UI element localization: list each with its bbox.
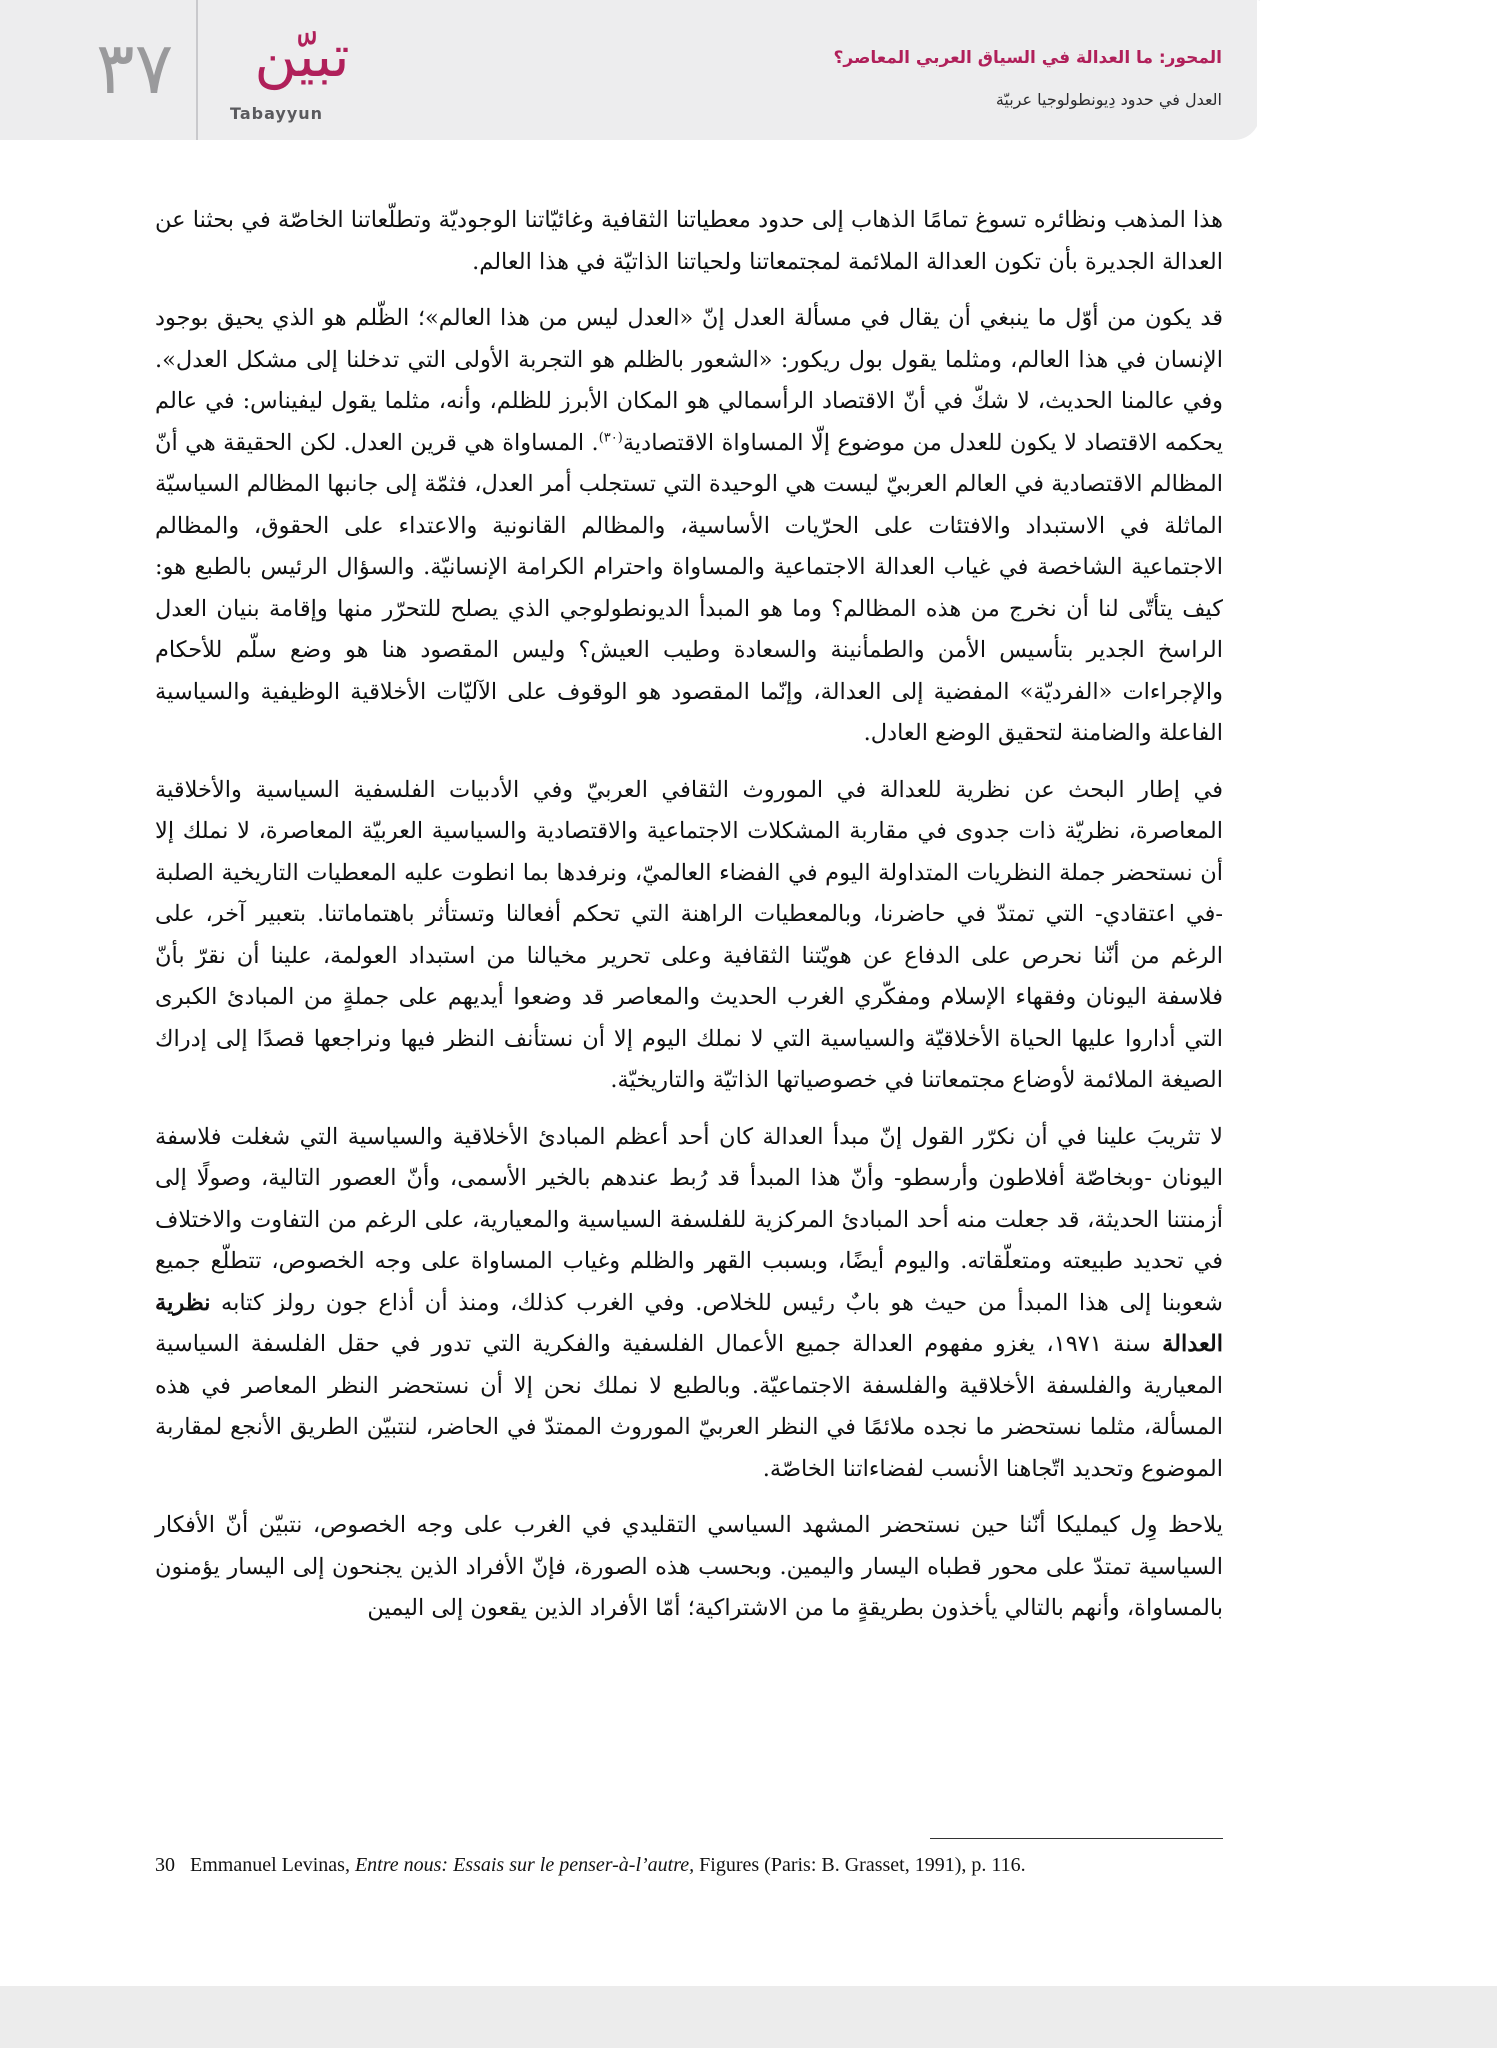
paragraph-2-text: قد يكون من أوّل ما ينبغي أن يقال في مسألة العدل إنّ «العدل ليس من هذا العالم»؛ الظّلم هو الذي يحيق بوجود الإنسان في هذا العالم، ومثلما يقول بول ريكور: «الشعور بالظلم هو التجربة الأولى التي تدخلنا إلى مشكل العدل». وفي عالمنا الحديث، لا شكّ في أنّ الاقتصاد الرأسمالي هو المكان الأبرز للظلم، وأنه، مثلما يقول ليفيناس: في عالم يحكمه الاقتصاد لا يكون للعدل من موضوع إلّا المساواة الاقتصادية — [155, 305, 1223, 456]
footnote-title: Entre nous: Essais sur le penser-à-l’autre, — [354, 1854, 695, 1876]
footnote-number: 30 — [155, 1854, 175, 1876]
footnote-marker: (٣٠) — [598, 430, 623, 445]
article-body — [155, 200, 1223, 1630]
bottom-band — [0, 1986, 1497, 2048]
logo-latin-text: Tabayyun — [230, 104, 324, 123]
paragraph-4-text: لا تثريبَ علينا في أن نكرّر القول إنّ مبدأ العدالة كان أحد أعظم المبادئ الأخلاقية والسياسية التي شغلت فلاسفة اليونان -وبخاصّة أفلاطون وأرسطو- وأنّ هذا المبدأ قد رُبط عندهم بالخير الأسمى، وأنّ العصور التالية، وصولًا إلى أزمنتنا الحديثة، قد جعلت منه أحد المبادئ المركزية للفلسفة السياسية والمعيارية، على الرغم من التفاوت والاختلاف في تحديد طبيعته ومتعلّقاته. واليوم أيضًا، وبسبب القهر والظلم وغياب المساواة على وجه الخصوص، تتطلّع جميع شعوبنا إلى هذا المبدأ من حيث هو بابٌ رئيس للخلاص. وفي الغرب كذلك، ومنذ أن أذاع جون رولز كتابه — [155, 1123, 1223, 1316]
article-title: العدل في حدود دِيونطولوجيا عربيّة — [995, 90, 1222, 109]
paragraph-5: يلاحظ وِل كيمليكا أنّنا حين نستحضر المشهد السياسي التقليدي في الغرب على وجه الخصوص، نتبيّن أنّ الأفكار السياسية تمتدّ على محور قطباه اليسار واليمين. وبحسب هذه الصورة، فإنّ الأفراد الذين يجنحون إلى اليسار يؤمنون بالمساواة، وأنهم بالتالي يأخذون بطريقةٍ ما من الاشتراكية؛ أمّا الأفراد الذين يقعون إلى اليمين — [155, 1512, 1223, 1621]
paragraph-4 — [155, 1117, 1223, 1491]
paragraph-2-continued: المساواة هي قرين العدل. لكن الحقيقة هي أنّ المظالم الاقتصادية في العالم العربيّ ليست هي الوحيدة التي تستجلب أمر العدل، فثمّة إلى جانبها المظالم السياسيّة الماثلة في الاستبداد والافتئات على الحرّيات الأساسية، والمظالم القانونية والاعتداء على الحقوق، والمظالم الاجتماعية الشاخصة في غياب العدالة الاجتماعية والمساواة واحترام الكرامة الإنسانيّة. والسؤال الرئيس بالطبع هو: كيف يتأتّى لنا أن نخرج من هذه المظالم؟ وما هو المبدأ الديونطولوجي الذي يصلح للتحرّر منها وإقامة بنيان العدل الراسخ الجدير بتأسيس الأمن والطمأنينة والسعادة وطيب العيش؟ وليس المقصود هنا هو وضع سلّم للأحكام والإجراءات «الفرديّة» المفضية إلى العدالة، وإنّما المقصود هو الوقوف على الآليّات الأخلاقية الوظيفية والسياسية الفاعلة والضامنة لتحقيق الوضع العادل. — [155, 429, 1223, 746]
paragraph-1: هذا المذهب ونظائره تسوغ تمامًا الذهاب إلى حدود معطياتنا الثقافية وغائيّاتنا الوجوديّة وتطلّعاتنا الخاصّة في بحثنا عن العدالة الجديرة بأن تكون العدالة الملائمة لمجتمعاتنا ولحياتنا الذاتيّة في هذا العالم. — [155, 207, 1223, 275]
footnote-rule — [930, 1838, 1223, 1839]
logo-arabic-text: تبيّن — [254, 22, 350, 90]
footnote — [155, 1850, 1223, 1880]
journal-logo — [212, 16, 392, 126]
paragraph-4-continued: سنة ١٩٧١، يغزو مفهوم العدالة جميع الأعمال الفلسفية والفكرية التي تدور في حقل الفلسفة السياسية المعيارية والفلسفة الأخلاقية والفلسفة الاجتماعيّة. وبالطبع لا نملك نحن إلا أن نستحضر النظر المعاصر في هذه المسألة، مثلما نستحضر ما نجده ملائمًا في النظر العربيّ الموروث الممتدّ في الحاضر، لنتبيّن الطريق الأنجع لمقاربة الموضوع وتحديد اتّجاهنا الأنسب لفضاءاتنا الخاصّة. — [155, 1331, 1223, 1482]
page-number: ٣٧ — [96, 26, 174, 110]
footnote-author: Emmanuel Levinas, — [190, 1854, 350, 1876]
book-title-bold: نظرية العدالة — [155, 1289, 1224, 1357]
header-divider — [196, 0, 198, 140]
paragraph-2: قد يكون من أوّل ما ينبغي أن يقال في مسألة العدل إنّ «العدل ليس من هذا العالم»؛ الظّلم هو الذي يحيق بوجود الإنسان في هذا العالم، ومثلما يقول بول ريكور: «الشعور بالظلم هو التجربة الأولى التي تدخلنا إلى مشكل العدل». وفي عالمنا الحديث، لا شكّ في أنّ الاقتصاد الرأسمالي هو المكان الأبرز للظلم، وأنه، مثلما يقول ليفيناس: في عالم يحكمه الاقتصاد لا يكون للعدل من موضوع إلّا المساواة الاقتصادية$^{(٣٠)}$. المساواة هي قرين العدل. لكن الحقيقة هي أنّ المظالم الاقتصادية في العالم العربيّ ليست هي الوحيدة التي تستجلب أمر العدل، فثمّة إلى جانبها المظالم السياسيّة الماثلة في الاستبداد والافتئات على الحرّيات الأساسية، والمظالم القانونية والاعتداء على الحقوق، والمظالم الاجتماعية الشاخصة في غياب العدالة الاجتماعية والمساواة واحترام الكرامة الإنسانيّة. والسؤال الرئيس بالطبع هو: كيف يتأتّى لنا أن نخرج من هذه المظالم؟ وما هو المبدأ الديونطولوجي الذي يصلح للتحرّر منها وإقامة بنيان العدل الراسخ الجدير بتأسيس الأمن والطمأنينة والسعادة وطيب العيش؟ وليس المقصود هنا هو وضع سلّم للأحكام والإجراءات «الفرديّة» المفضية إلى العدالة، وإنّما المقصود هو الوقوف على الآليّات الأخلاقية الوظيفية والسياسية الفاعلة والضامنة لتحقيق الوضع العادل. — [155, 305, 1223, 746]
footnote-details: Figures (Paris: B. Grasset, 1991), p. 116. — [699, 1854, 1026, 1876]
section-axis-title: المحور: ما العدالة في السياق العربي المعاصر؟ — [833, 48, 1222, 68]
paragraph-3: في إطار البحث عن نظرية للعدالة في الموروث الثقافي العربيّ وفي الأدبيات الفلسفية السياسية والأخلاقية المعاصرة، نظريّة ذات جدوى في مقاربة المشكلات الاجتماعية والاقتصادية والسياسية العربيّة المعاصرة، لا نملك إلا أن نستحضر جملة النظريات المتداولة اليوم في الفضاء العالميّ، ونرفدها بما انطوت عليه المعطيات التاريخية الصلبة -في اعتقادي- التي تمتدّ في حاضرنا، وبالمعطيات الراهنة التي تحكم أفعالنا وتستأثر باهتماماتنا. بتعبير آخر، على الرغم من أنّنا نحرص على الدفاع عن هويّتنا الثقافية وعلى تحرير مخيالنا من استبداد العولمة، علينا أن نقرّ بأنّ فلاسفة اليونان وفقهاء الإسلام ومفكّري الغرب الحديث والمعاصر قد وضعوا أيديهم على جملةٍ من المبادئ الكبرى التي أداروا عليها الحياة الأخلاقيّة والسياسية التي لا نملك اليوم إلا أن نستأنف النظر فيها ونراجعها قصدًا إلى إدراك الصيغة الملائمة لأوضاع مجتمعاتنا في خصوصياتها الذاتيّة والتاريخيّة. — [155, 776, 1223, 1093]
